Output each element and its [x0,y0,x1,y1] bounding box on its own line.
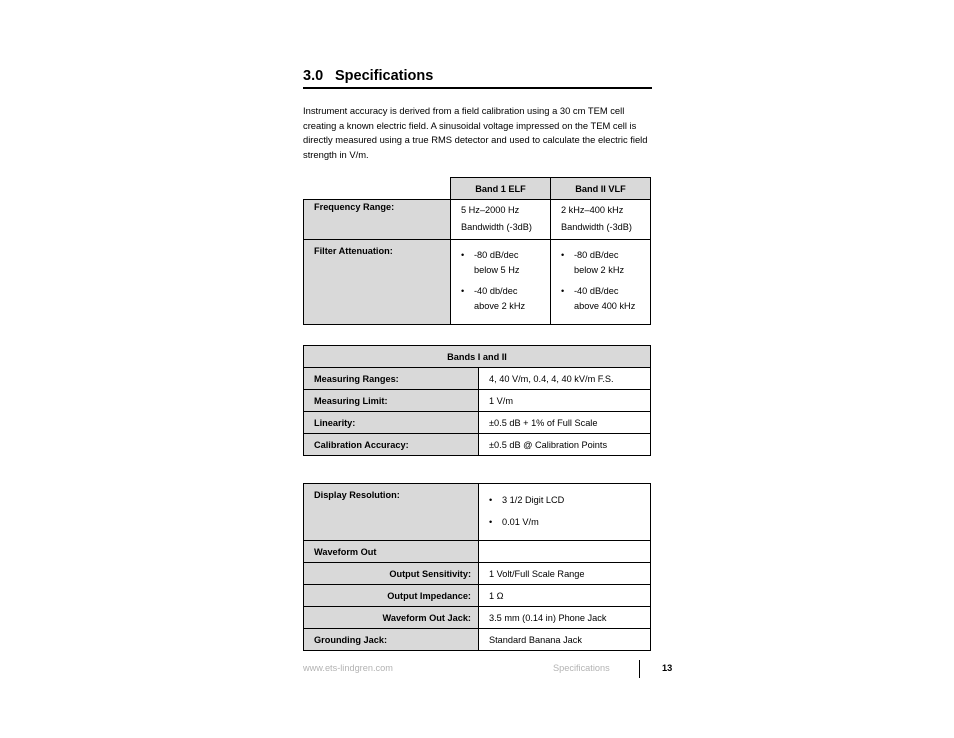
section-number: 3.0 [303,68,324,84]
measuring-spec-table [303,345,651,456]
col-header-band1: Band 1 ELF [451,178,551,200]
band-spec-table [303,177,651,325]
table-row [304,629,651,651]
row-value: ±0.5 dB + 1% of Full Scale [479,412,651,434]
section-heading [303,68,652,89]
table-header-bands: Bands I and II [304,346,651,368]
table-row [304,200,651,240]
filter-band2 [551,240,651,325]
footer-section: Specifications [553,663,610,673]
row-label: Waveform Out Jack: [304,607,479,629]
table-row [304,412,651,434]
list-item: • 3 1/2 Digit LCD [489,493,640,508]
table-row [304,585,651,607]
row-value: ±0.5 dB @ Calibration Points [479,434,651,456]
intro-paragraph: Instrument accuracy is derived from a field calibration using a 30 cm TEM cell creating a known electric field. A sinusoidal voltage impressed on the TEM cell is directly measured using a true RMS detector and used to calculate the electric field strength in V/m. [303,105,648,160]
row-label-grounding: Grounding Jack: [304,629,479,651]
row-label-frequency: Frequency Range: [304,200,451,240]
table-row [304,541,651,563]
empty-corner-cell [304,178,451,200]
row-label: Measuring Limit: [304,390,479,412]
frequency-band2: 2 kHz–400 kHz Bandwidth (-3dB) [551,200,651,240]
row-label: Calibration Accuracy: [304,434,479,456]
list-item: • -40 dB/dec above 400 kHz [561,284,640,313]
row-value: 3.5 mm (0.14 in) Phone Jack [479,607,651,629]
frequency-band1: 5 Hz–2000 Hz Bandwidth (-3dB) [451,200,551,240]
row-label: Output Sensitivity: [304,563,479,585]
table-row [304,240,651,325]
row-value: 4, 40 V/m, 0.4, 4, 40 kV/m F.S. [479,368,651,390]
row-value: 1 Volt/Full Scale Range [479,563,651,585]
row-value: 1 Ω [479,585,651,607]
row-label-filter: Filter Attenuation: [304,240,451,325]
list-item: • 0.01 V/m [489,515,640,530]
table-row [304,607,651,629]
table-row [304,434,651,456]
list-item: • -80 dB/dec below 5 Hz [461,248,540,277]
table-row [304,563,651,585]
section-title: Specifications [335,68,434,84]
row-label: Output Impedance: [304,585,479,607]
page-number: 13 [662,663,673,673]
footer-url: www.ets-lindgren.com [303,663,393,673]
empty-cell [479,541,651,563]
table-row [304,484,651,541]
table-row [304,390,651,412]
row-value: Standard Banana Jack [479,629,651,651]
list-item: • -80 dB/dec below 2 kHz [561,248,640,277]
row-value: 1 V/m [479,390,651,412]
row-label-display: Display Resolution: [304,484,479,541]
filter-band1 [451,240,551,325]
footer-divider [639,660,640,678]
row-label: Linearity: [304,412,479,434]
output-spec-table [303,483,651,651]
display-values [479,484,651,541]
list-item: • -40 db/dec above 2 kHz [461,284,540,313]
col-header-band2: Band II VLF [551,178,651,200]
row-label-waveform: Waveform Out [304,541,479,563]
row-label: Measuring Ranges: [304,368,479,390]
table-row [304,368,651,390]
